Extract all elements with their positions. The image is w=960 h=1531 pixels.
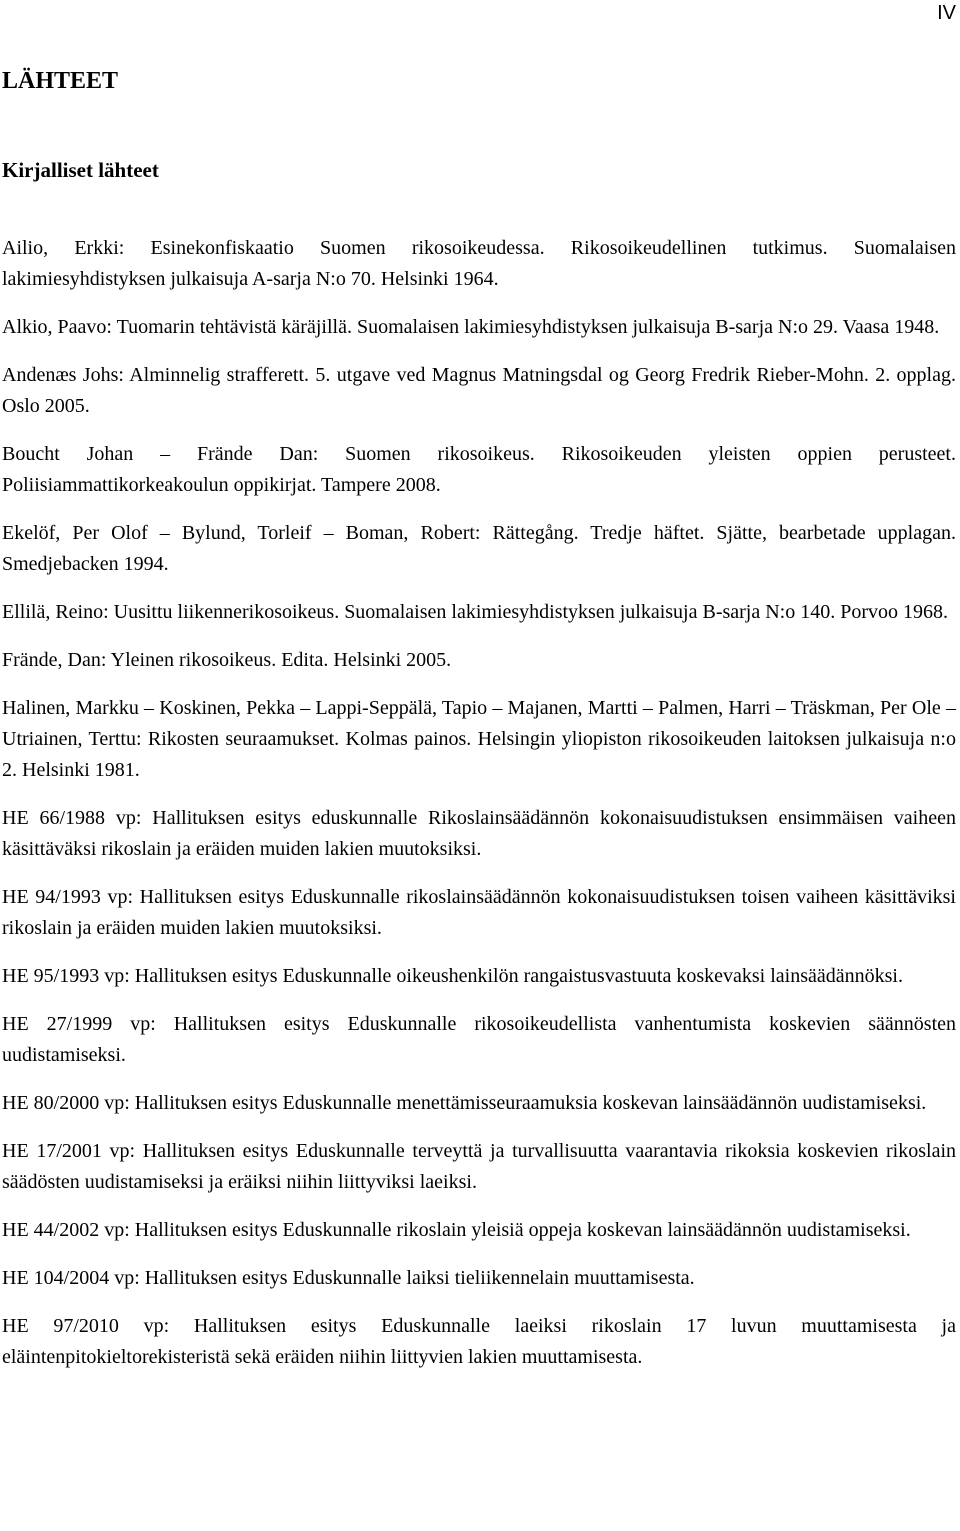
reference-item: Boucht Johan – Frände Dan: Suomen rikosoikeus. Rikosoikeuden yleisten oppien perusteet. Poliisiammattikorkeakoulun oppikirjat. Tampere 2008. — [2, 443, 956, 496]
reference-item: Ailio, Erkki: Esinekonfiskaatio Suomen rikosoikeudessa. Rikosoikeudellinen tutkimus. Suomalaisen lakimiesyhdistyksen julkaisuja A-sarja N:o 70. Helsinki 1964. — [2, 237, 956, 290]
reference-item: HE 27/1999 vp: Hallituksen esitys Eduskunnalle rikosoikeudellista vanhentumista koskevien säännösten uudistamiseksi. — [2, 1013, 956, 1066]
reference-item: Andenæs Johs: Alminnelig strafferett. 5. utgave ved Magnus Matningsdal og Georg Fredrik Rieber-Mohn. 2. opplag. Oslo 2005. — [2, 364, 956, 417]
reference-item: HE 104/2004 vp: Hallituksen esitys Eduskunnalle laiksi tieliikennelain muuttamisesta. — [2, 1267, 695, 1289]
reference-item: HE 94/1993 vp: Hallituksen esitys Eduskunnalle rikoslainsäädännön kokonaisuudistuksen toisen vaiheen käsittäviksi rikoslain ja eräiden muiden lakien muutoksiksi. — [2, 886, 956, 939]
section-heading: LÄHTEET — [2, 68, 119, 94]
reference-item: HE 17/2001 vp: Hallituksen esitys Eduskunnalle terveyttä ja turvallisuutta vaarantavia rikoksia koskevien rikoslain säädösten uudistamiseksi ja eräiksi niihin liittyviksi laeiksi. — [2, 1140, 956, 1193]
reference-item: Frände, Dan: Yleinen rikosoikeus. Edita. Helsinki 2005. — [2, 649, 452, 671]
reference-item: Halinen, Markku – Koskinen, Pekka – Lappi-Seppälä, Tapio – Majanen, Martti – Palmen, Harri – Träskman, Per Ole – Utriainen, Terttu: Rikosten seuraamukset. Kolmas painos. Helsingin yliopiston rikosoikeuden laitoksen julkaisuja n:o 2. Helsinki 1981. — [2, 697, 956, 781]
reference-item: HE 97/2010 vp: Hallituksen esitys Eduskunnalle laeiksi rikoslain 17 luvun muuttamisesta ja eläintenpitokieltorekisteristä sekä eräiden niihin liittyvien lakien muuttamisesta. — [2, 1315, 956, 1368]
reference-item: HE 95/1993 vp: Hallituksen esitys Eduskunnalle oikeushenkilön rangaistusvastuuta koskevaksi lainsäädännöksi. — [2, 965, 903, 987]
reference-list — [2, 233, 956, 1390]
reference-item: HE 80/2000 vp: Hallituksen esitys Eduskunnalle menettämisseuraamuksia koskevan lainsäädännön uudistamiseksi. — [2, 1092, 927, 1114]
page-number: IV — [937, 2, 956, 24]
reference-item: HE 44/2002 vp: Hallituksen esitys Eduskunnalle rikoslain yleisiä oppeja koskevan lainsäädännön uudistamiseksi. — [2, 1219, 911, 1241]
reference-item: Ekelöf, Per Olof – Bylund, Torleif – Boman, Robert: Rättegång. Tredje häftet. Sjätte, bearbetade upplagan. Smedjebacken 1994. — [2, 522, 956, 575]
reference-item: Ellilä, Reino: Uusittu liikennerikosoikeus. Suomalaisen lakimiesyhdistyksen julkaisuja B-sarja N:o 140. Porvoo 1968. — [2, 601, 949, 623]
subsection-heading: Kirjalliset lähteet — [2, 158, 159, 182]
reference-item: Alkio, Paavo: Tuomarin tehtävistä käräjillä. Suomalaisen lakimiesyhdistyksen julkaisuja B-sarja N:o 29. Vaasa 1948. — [2, 316, 940, 338]
reference-item: HE 66/1988 vp: Hallituksen esitys eduskunnalle Rikoslainsäädännön kokonaisuudistuksen ensimmäisen vaiheen käsittäväksi rikoslain ja eräiden muiden lakien muutoksiksi. — [2, 807, 956, 860]
